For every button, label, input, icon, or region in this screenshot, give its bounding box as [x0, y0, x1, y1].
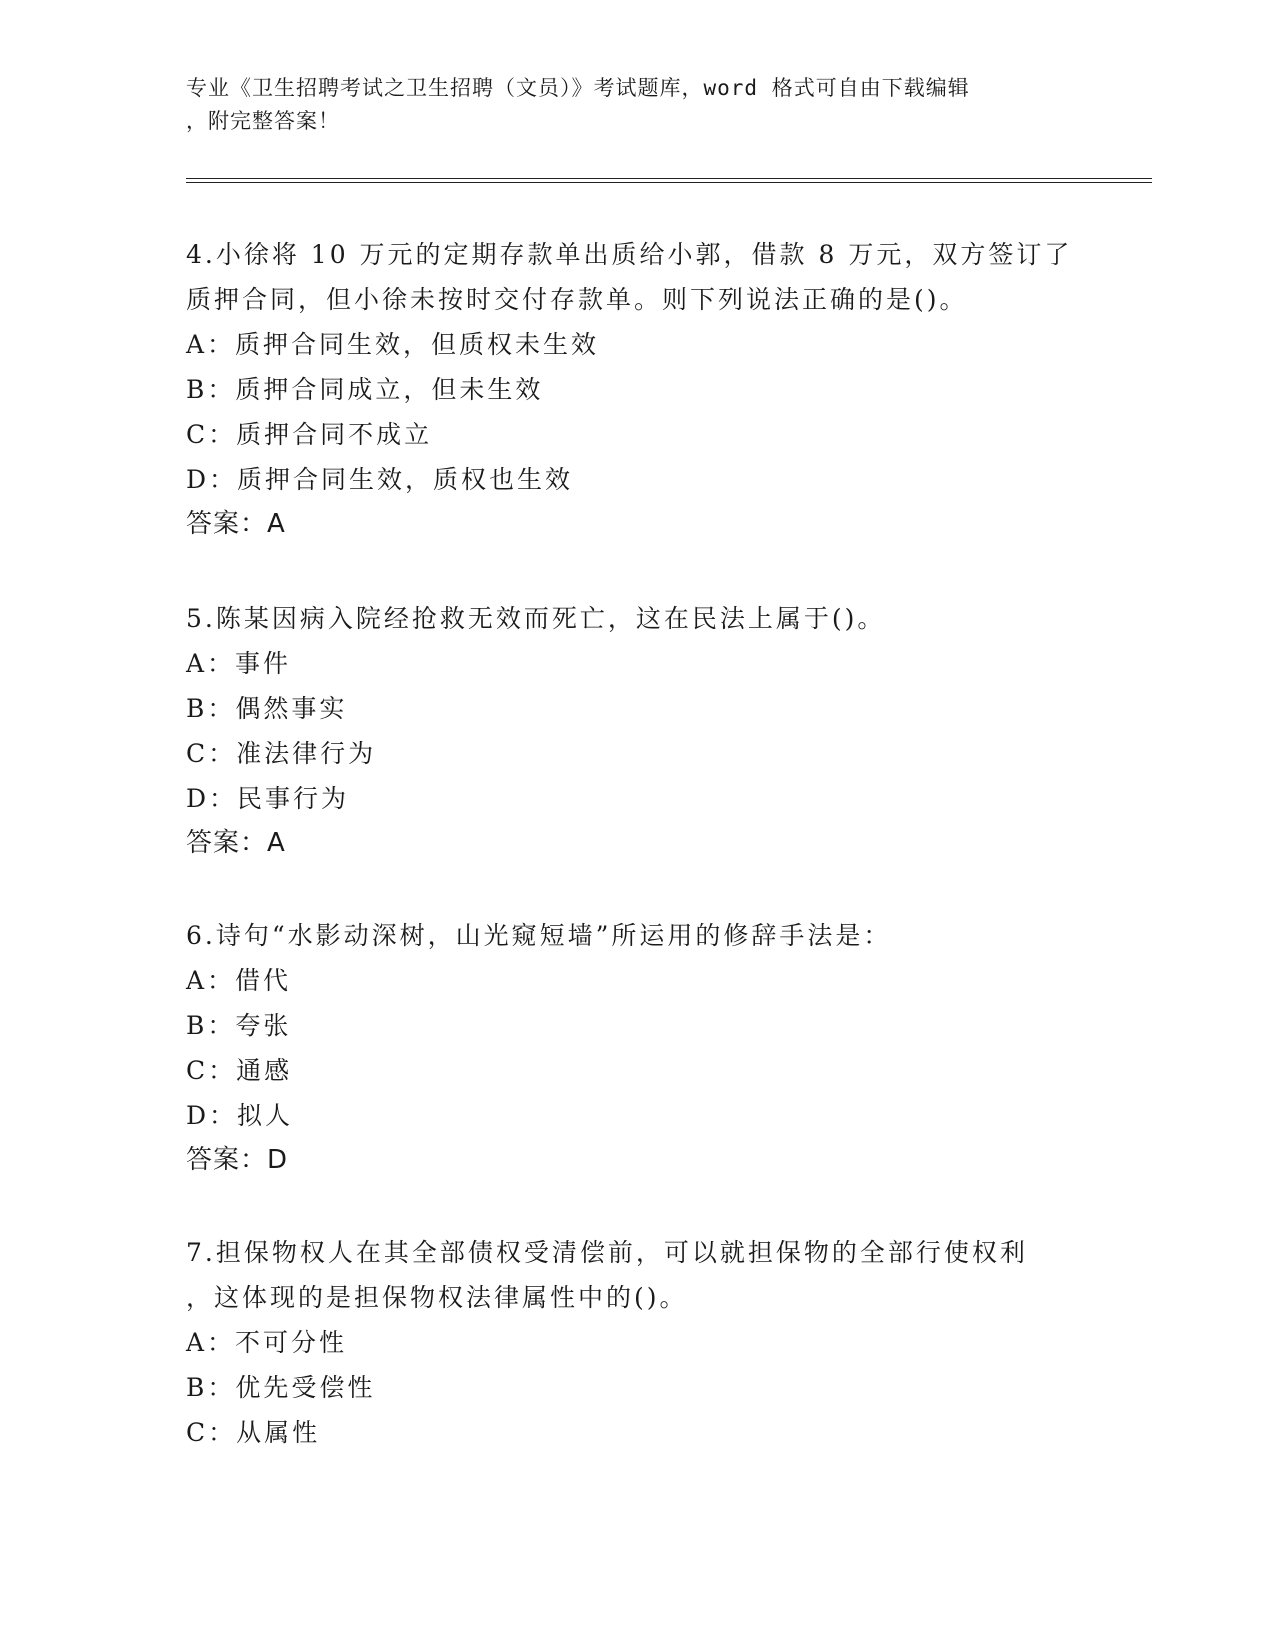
- question-stem-line-2: ，这体现的是担保物权法律属性中的()。: [186, 1283, 688, 1312]
- question-7: [186, 1230, 1086, 1455]
- option-b: B：质押合同成立，但未生效: [186, 375, 544, 404]
- answer: 答案：A: [186, 828, 286, 858]
- document-header: [186, 72, 1066, 138]
- option-b: B：偶然事实: [186, 694, 348, 723]
- option-d: D：民事行为: [186, 784, 350, 813]
- question-stem-line-2: 质押合同，但小徐未按时交付存款单。则下列说法正确的是()。: [186, 285, 968, 314]
- header-divider: [186, 178, 1152, 183]
- question-stem-line-1: 6.诗句“水影动深树，山光窥短墙”所运用的修辞手法是：: [186, 921, 892, 950]
- question-4: [186, 232, 1086, 547]
- option-b: B：优先受偿性: [186, 1373, 376, 1402]
- header-title-line-1: 专业《卫生招聘考试之卫生招聘（文员）》考试题库，word 格式可自由下载编辑: [186, 76, 970, 100]
- option-a: A：借代: [186, 966, 292, 995]
- option-a: A：不可分性: [186, 1328, 348, 1357]
- answer: 答案：A: [186, 509, 286, 539]
- option-c: C：质押合同不成立: [186, 420, 433, 449]
- question-6: [186, 913, 1086, 1183]
- option-a: A：事件: [186, 649, 292, 678]
- option-c: C：通感: [186, 1056, 293, 1085]
- option-c: C：准法律行为: [186, 739, 377, 768]
- option-d: D：拟人: [186, 1101, 294, 1130]
- option-b: B：夸张: [186, 1011, 292, 1040]
- question-5: [186, 596, 1086, 866]
- answer: 答案：D: [186, 1145, 289, 1175]
- option-a: A：质押合同生效，但质权未生效: [186, 330, 600, 359]
- question-stem-line-1: 5.陈某因病入院经抢救无效而死亡，这在民法上属于()。: [186, 604, 886, 633]
- question-stem-line-1: 7.担保物权人在其全部债权受清偿前，可以就担保物的全部行使权利: [186, 1238, 1028, 1267]
- option-d: D：质押合同生效，质权也生效: [186, 465, 574, 494]
- option-c: C：从属性: [186, 1418, 321, 1447]
- header-title-line-2: ，附完整答案！: [186, 109, 340, 133]
- question-stem-line-1: 4.小徐将 10 万元的定期存款单出质给小郭，借款 8 万元，双方签订了: [186, 240, 1073, 269]
